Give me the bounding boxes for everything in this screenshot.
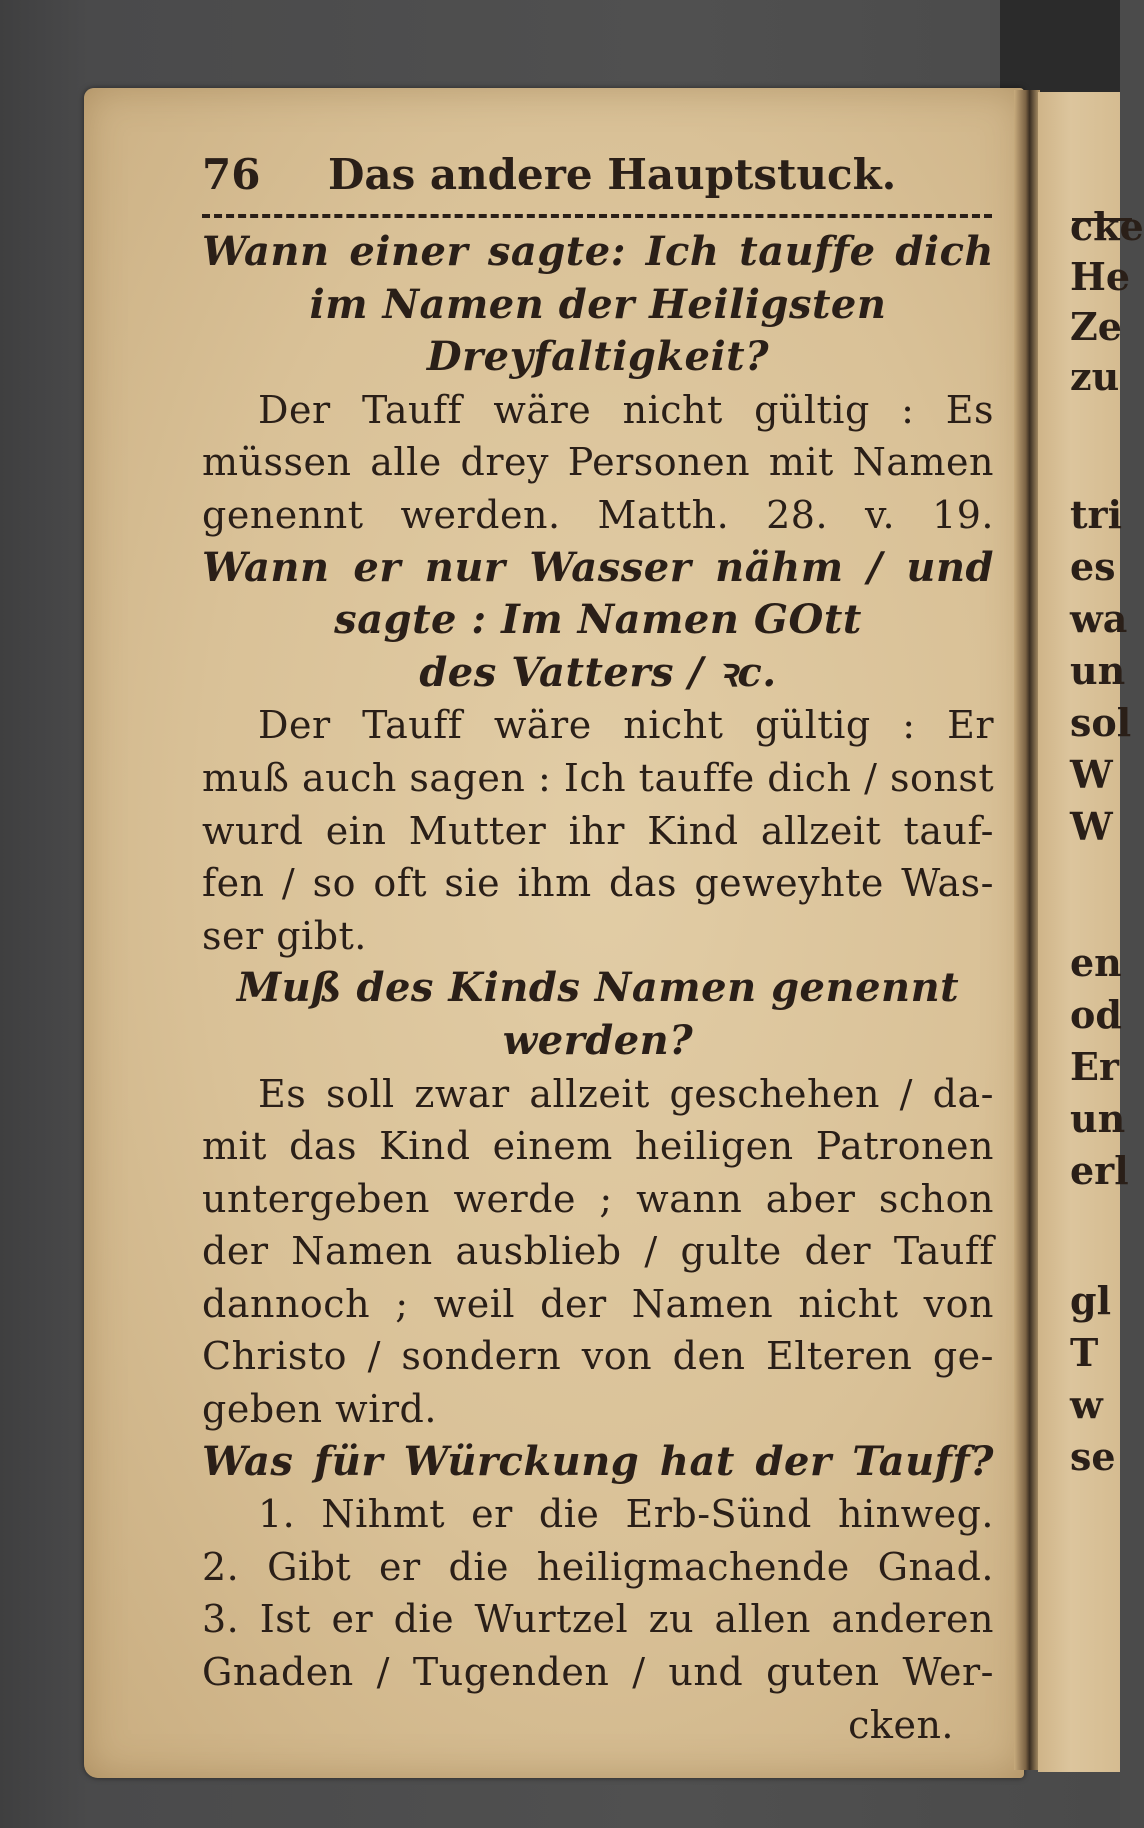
running-title: Das andere Hauptstuck. <box>328 150 897 199</box>
facing-page-fragment: tri <box>1070 492 1123 537</box>
text-line: 2. Gibt er die heiligmachende Gnad. <box>202 1544 994 1589</box>
text-line: 3. Ist er die Wurtzel zu allen anderen <box>202 1597 994 1642</box>
text-line: werden? <box>502 1016 694 1064</box>
facing-page-edge <box>1038 92 1144 1772</box>
text-line: 1. Nihmt er die Erb-Sünd hinweg. <box>258 1492 994 1537</box>
text-line: Es soll zwar allzeit geschehen / da- <box>258 1071 994 1116</box>
text-line: Gnaden / Tugenden / und guten Wer- <box>202 1650 994 1695</box>
text-line: des Vatters / ꝛc. <box>419 648 777 696</box>
facing-page-fragment: W <box>1070 804 1113 849</box>
facing-page-fragment: Ze <box>1070 304 1122 349</box>
text-line: Christo / sondern von den Elteren ge- <box>202 1334 994 1379</box>
text-line: Was für Würckung hat der Tauff? <box>202 1437 994 1485</box>
text-line: sagte : Im Namen GOtt <box>334 596 862 644</box>
facing-page-fragment: Er <box>1070 1044 1119 1089</box>
page-text <box>202 226 994 1751</box>
header-rule <box>202 214 992 218</box>
facing-page-fragment: gl <box>1070 1278 1112 1323</box>
facing-page-fragment: un <box>1070 648 1126 693</box>
facing-page-fragment: es <box>1070 544 1116 589</box>
facing-page-fragment: un <box>1070 1096 1126 1141</box>
text-line: Der Tauff wäre nicht gültig : Er <box>258 703 994 748</box>
text-line: cken. <box>848 1702 954 1747</box>
text-line: Der Tauff wäre nicht gültig : Es <box>258 387 994 432</box>
facing-page-fragment: se <box>1070 1434 1116 1479</box>
text-line: Muß des Kinds Namen genennt <box>236 964 960 1012</box>
facing-page-fragment: wa <box>1070 596 1128 641</box>
text-line: dannoch ; weil der Namen nicht von <box>202 1281 994 1326</box>
text-line: mit das Kind einem heiligen Patronen <box>202 1124 994 1169</box>
facing-page-fragment: zu <box>1070 354 1120 399</box>
text-line: fen / so oft sie ihm das geweyhte Was- <box>202 861 994 906</box>
page-number: 76 <box>202 150 261 199</box>
text-line: Wann einer sagte: Ich tauffe dich <box>202 228 994 275</box>
facing-page-fragment: en <box>1070 940 1122 985</box>
facing-page-fragment: He <box>1070 254 1131 299</box>
text-line: wurd ein Mutter ihr Kind allzeit tauf- <box>202 808 994 853</box>
text-line: ser gibt. <box>202 913 367 958</box>
facing-page-fragment: sol <box>1070 700 1132 745</box>
text-line: Wann er nur Wasser nähm / und <box>202 543 994 591</box>
facing-page-fragment: T <box>1070 1330 1099 1375</box>
text-line: muß auch sagen : Ich tauffe dich / sonst <box>202 755 995 800</box>
facing-page-fragment: erl <box>1070 1148 1129 1193</box>
facing-page-fragment: od <box>1070 992 1122 1037</box>
text-line: der Namen ausblieb / gulte der Tauff <box>202 1229 994 1274</box>
text-line: untergeben werde ; wann aber schon <box>202 1176 994 1221</box>
facing-page-fragment: w <box>1070 1382 1103 1427</box>
book-gutter <box>1014 90 1040 1770</box>
facing-page-fragment: cke <box>1070 204 1144 249</box>
facing-page-fragment: W <box>1070 752 1113 797</box>
text-line: müssen alle drey Personen mit Namen <box>202 440 994 485</box>
text-line: Dreyfaltigkeit? <box>426 333 770 381</box>
text-line: geben wird. <box>202 1387 437 1432</box>
text-line: genennt werden. Matth. 28. v. 19. <box>202 492 994 537</box>
text-line: im Namen der Heiligsten <box>309 280 887 328</box>
